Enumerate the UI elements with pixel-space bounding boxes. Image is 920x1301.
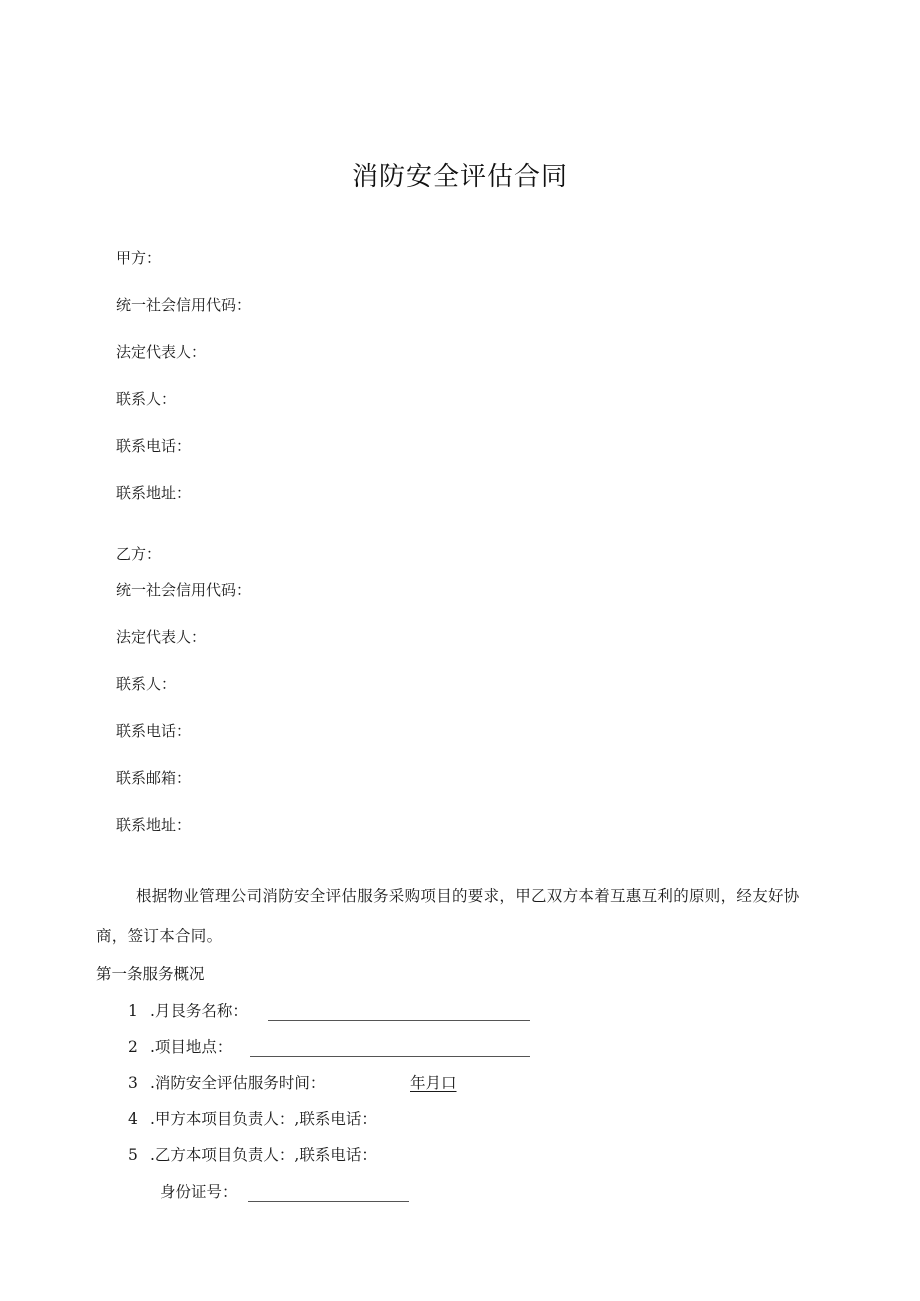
item-number: 2 [128,1038,138,1056]
party-a-contact: 联系人： [116,390,177,408]
item-number: 1 [128,1002,138,1020]
item-number: 4 [128,1110,138,1128]
project-location-blank[interactable] [250,1038,530,1057]
page-title: 消防安全评估合同 [351,162,568,192]
party-a-credit-code: 统一社会信用代码： [116,296,252,314]
item-label: .消防安全评估服务时间： [150,1074,326,1092]
item-label: .月艮务名称： [150,1002,248,1020]
party-b-credit-code: 统一社会信用代码： [116,581,252,599]
party-a-phone: 联系电话： [116,437,192,455]
party-a-label: 甲方： [116,249,162,267]
party-b-address: 联系地址： [116,816,192,834]
party-b-label: 乙方： [116,545,162,563]
party-b-contact: 联系人： [116,675,177,693]
intro-paragraph: 根据物业管理公司消防安全评估服务采购项目的要求，甲乙双方本着互惠互利的原则，经友好协商，签订本合同。 [96,887,800,945]
party-b-email: 联系邮箱： [116,769,192,787]
item-label: .乙方本项目负责人：,联系电话： [150,1146,377,1164]
item-number: 3 [128,1074,138,1092]
id-number-blank[interactable] [248,1183,409,1202]
id-number-label: 身份证号： [160,1183,238,1201]
item-label: .项目地点： [150,1038,233,1056]
service-date-field[interactable]: 年月口 [410,1074,457,1092]
party-b-phone: 联系电话： [116,722,192,740]
service-name-blank[interactable] [268,1002,530,1021]
party-a-legal-rep: 法定代表人： [116,343,207,361]
item-number: 5 [128,1146,138,1164]
item-label: .甲方本项目负责人：,联系电话： [150,1110,377,1128]
party-b-legal-rep: 法定代表人： [116,628,207,646]
party-a-address: 联系地址： [116,484,192,502]
section-1-heading: 第一条服务概况 [96,965,205,983]
